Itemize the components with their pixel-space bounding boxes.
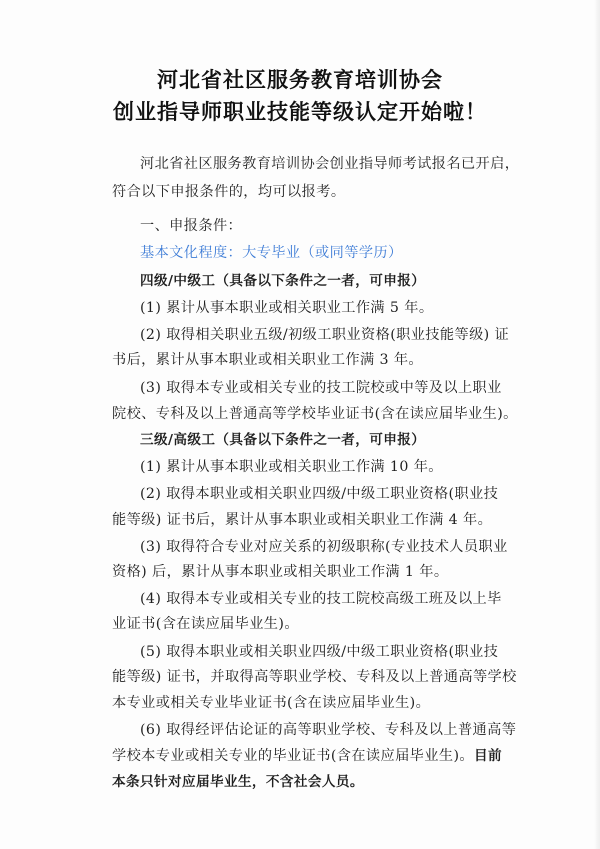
- level3-item6-line2: [112, 746, 502, 766]
- level4-item1: (1) 累计从事本职业或相关职业工作满 5 年。: [140, 300, 434, 316]
- level3-item1: (1) 累计从事本职业或相关职业工作满 10 年。: [140, 459, 443, 475]
- document-title-line1: 河北省社区服务教育培训协会: [157, 68, 443, 92]
- level3-item5-line2: 能等级) 证书，并取得高等职业学校、专科及以上普通高等学校: [112, 669, 517, 685]
- level3-item2-line1: (2) 取得本职业或相关职业四级/中级工职业资格(职业技: [140, 486, 499, 502]
- level4-item3-line2: 院校、专科及以上普通高等学校毕业证书(含在读应届毕业生)。: [112, 406, 518, 422]
- document-title-line2: 创业指导师职业技能等级认定开始啦！: [113, 100, 487, 124]
- level3-heading: 三级/高级工（具备以下条件之一者，可申报）: [140, 432, 426, 448]
- level3-item6-line2-emphasis: 目前: [473, 748, 502, 764]
- level4-item2-line1: (2) 取得相关职业五级/初级工职业资格(职业技能等级) 证: [140, 327, 510, 343]
- level4-item3-line1: (3) 取得本专业或相关专业的技工院校或中等及以上职业: [140, 380, 502, 396]
- level3-item3-line2: 资格) 后，累计从事本职业或相关职业工作满 1 年。: [112, 564, 449, 580]
- level3-item4-line1: (4) 取得本专业或相关专业的技工院校高级工班及以上毕: [140, 591, 502, 607]
- level4-item2-line2: 书后，累计从事本职业或相关职业工作满 3 年。: [112, 352, 423, 368]
- intro-paragraph-line1: 河北省社区服务教育培训协会创业指导师考试报名已开启，: [140, 156, 520, 172]
- level4-heading: 四级/中级工（具备以下条件之一者，可申报）: [140, 273, 426, 289]
- level3-item6-line3: 本条只针对应届毕业生，不含社会人员。: [112, 774, 364, 790]
- level3-item6-line1: (6) 取得经评估论证的高等职业学校、专科及以上普通高等: [140, 722, 517, 738]
- level3-item5-line3: 本专业或相关专业毕业证书(含在读应届毕业生)。: [112, 695, 431, 711]
- level3-item3-line1: (3) 取得符合专业对应关系的初级职称(专业技术人员职业: [140, 539, 508, 555]
- level3-item6-line2-text: 学校本专业或相关专业的毕业证书(含在读应届毕业生)。: [112, 748, 474, 764]
- level3-item4-line2: 业证书(含在读应届毕业生)。: [112, 616, 299, 632]
- section-heading: 一、申报条件：: [140, 218, 243, 234]
- intro-paragraph-line2: 符合以下申报条件的，均可以报考。: [112, 184, 346, 200]
- level3-item5-line1: (5) 取得本职业或相关职业四级/中级工职业资格(职业技: [140, 644, 499, 660]
- level3-item2-line2: 能等级) 证书后，累计从事本职业或相关职业工作满 4 年。: [112, 512, 493, 528]
- education-requirement: 基本文化程度：大专毕业（或同等学历）: [140, 245, 403, 261]
- page-edge-shadow: [594, 0, 600, 849]
